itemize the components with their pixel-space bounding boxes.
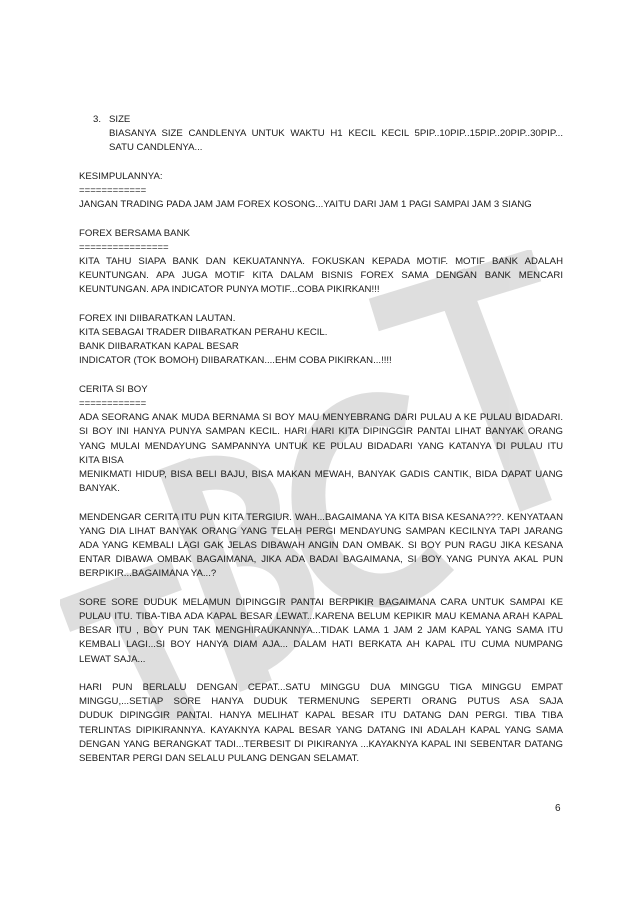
paragraph-gap — [79, 298, 563, 312]
text-line: ENTAR DIBAWA OMBAK BAGAIMANA, JIKA ADA BADAI BAGAIMANA, SI BOY YANG PUNYA AKAL PUN — [79, 554, 563, 566]
text-line: YANG MULAI MENDAYUNG SAMPANNYA UNTUK KE PULAU BIDADARI YANG KATANYA DI PULAU ITU — [79, 440, 563, 452]
text-line: BESAR ITU , BOY PUN TAK MENGHIRAUKANNYA...TIDAK LAMA 1 JAM 2 JAM KAPAL YANG SAMA ITU — [79, 625, 563, 637]
text-line: ============ — [79, 185, 147, 196]
list-item-title: SIZE — [109, 114, 131, 125]
text-line: BERPIKIR...BAGAIMANA YA...? — [79, 568, 217, 580]
text-line: PULAU ITU. TIBA-TIBA ADA KAPAL BESAR LEWAT...KARENA BELUM KEPIKIR MAU KEMANA ARAH KAPAL — [79, 611, 563, 623]
list-item-line: SATU CANDLENYA... — [109, 142, 203, 154]
paragraph — [79, 511, 563, 582]
paragraph — [79, 383, 563, 497]
text-line: ============ — [79, 398, 147, 409]
paragraph-gap — [79, 667, 563, 681]
text-line: INDICATOR (TOK BOMOH) DIIBARATKAN....EHM COBA PIKIRKAN...!!!! — [79, 355, 392, 367]
text-line: SEBENTAR PERGI DAN SELALU PULANG DENGAN SELAMAT. — [79, 753, 360, 765]
paragraph-gap — [79, 156, 563, 170]
paragraph-gap — [79, 212, 563, 226]
paragraph-gap — [79, 369, 563, 383]
text-line: MENDENGAR CERITA ITU PUN KITA TERGIUR. WAH...BAGAIMANA YA KITA BISA KESANA???. KENYATAAN — [79, 511, 563, 523]
text-line: JANGAN TRADING PADA JAM JAM FOREX KOSONG...YAITU DARI JAM 1 PAGI SAMPAI JAM 3 SIANG — [79, 199, 532, 211]
text-line: KEMBALI LAGI...SI BOY HANYA DIAM AJA... DALAM HATI BERKATA AH KAPAL ITU CUMA NUMPANG — [79, 639, 563, 651]
text-line: FOREX INI DIIBARATKAN LAUTAN. — [79, 312, 236, 324]
text-line: SI BOY INI HANYA PUNYA SAMPAN KECIL. HARI HARI KITA DIPINGGIR PANTAI LIHAT BANYAK ORANG — [79, 426, 563, 438]
text-line: DUDUK DIPINGGIR PANTAI. HANYA MELIHAT KAPAL BESAR ITU DATANG DAN PERGI. TIBA TIBA — [79, 710, 563, 722]
paragraph — [79, 596, 563, 667]
text-line: KEUNTUNGAN. APA JUGA MOTIF KITA DALAM BISNIS FOREX SAMA DENGAN BANK MENCARI — [79, 270, 563, 282]
text-line: LEWAT SAJA... — [79, 653, 146, 665]
text-line: MINGGU,...SETIAP SORE HANYA DUDUK TERMENUNG SEPERTI ORANG PUTUS ASA SAJA — [79, 696, 563, 708]
text-line: ADA YANG KEMBALI LAGI GAK JELAS DIBAWAH ANGIN DAN OMBAK. SI BOY PUN RAGU JIKA KESANA — [79, 540, 563, 552]
text-line: YANG DIA LIHAT BANYAK ORANG YANG TELAH PERGI MENDAYUNG SAMPAN KECILNYA TAPI JARANG — [79, 525, 563, 537]
text-line: SORE SORE DUDUK MELAMUN DIPINGGIR PANTAI BERPIKIR BAGAIMANA CARA UNTUK SAMPAI KE — [79, 596, 563, 608]
text-line: KESIMPULANNYA: — [79, 170, 163, 182]
text-line: KEUNTUNGAN. APA INDICATOR PUNYA MOTIF...COBA PIKIRKAN!!! — [79, 284, 380, 296]
list-item-line: BIASANYA SIZE CANDLENYA UNTUK WAKTU H1 KECIL KECIL 5PIP..10PIP..15PIP..20PIP..30PIP... — [109, 128, 563, 140]
list-number: 3. — [93, 114, 102, 125]
text-line: TERLINTAS DIPIKIRANNYA. KAYAKNYA KAPAL BESAR YANG DATANG INI ADALAH KAPAL YANG SAMA — [79, 724, 563, 736]
text-line: KITA TAHU SIAPA BANK DAN KEKUATANNYA. FOKUSKAN KEPADA MOTIF. MOTIF BANK ADALAH — [79, 256, 563, 267]
paragraph — [79, 312, 563, 369]
text-line: ================ — [79, 241, 169, 253]
text-line: MENIKMATI HIDUP, BISA BELI BAJU, BISA MAKAN MEWAH, BANYAK GADIS CANTIK, BIDA DAPAT UANG — [79, 469, 563, 481]
document-page — [79, 113, 563, 766]
paragraph — [79, 681, 563, 766]
text-line: CERITA SI BOY — [79, 383, 148, 395]
paragraph-gap — [79, 582, 563, 596]
paragraph — [79, 227, 563, 298]
paragraph — [79, 170, 563, 213]
text-line: DENGAN YANG BERANGKAT TADI...TERBESIT DI PIKIRANYA ...KAYAKNYA KAPAL INI SEBENTAR DATANG — [79, 738, 563, 750]
text-line: BANK DIIBARATKAN KAPAL BESAR — [79, 341, 239, 353]
text-line: KITA BISA — [79, 454, 124, 466]
page-number: 6 — [555, 803, 561, 814]
text-line: HARI PUN BERLALU DENGAN CEPAT...SATU MINGGU DUA MINGGU TIGA MINGGU EMPAT — [79, 682, 563, 694]
text-line: ADA SEORANG ANAK MUDA BERNAMA SI BOY MAU MENYEBRANG DARI PULAU A KE PULAU BIDADARI. — [79, 412, 563, 424]
text-line: BANYAK. — [79, 483, 120, 495]
list-item-size — [79, 113, 563, 156]
text-line: KITA SEBAGAI TRADER DIIBARATKAN PERAHU KECIL. — [79, 327, 328, 338]
text-line: FOREX BERSAMA BANK — [79, 227, 190, 239]
paragraph-gap — [79, 496, 563, 510]
